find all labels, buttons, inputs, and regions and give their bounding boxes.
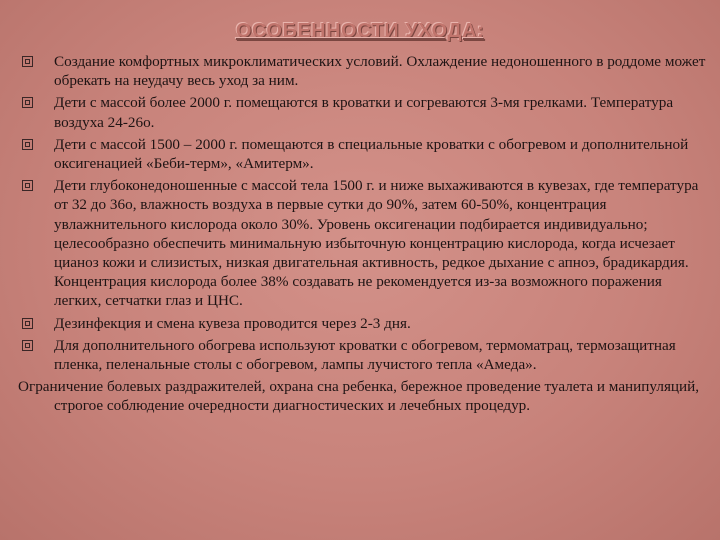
list-item: [18, 135, 708, 173]
slide-content: [18, 52, 708, 416]
list-item: [18, 93, 708, 131]
square-bullet-icon: [22, 56, 33, 67]
bullet-text: Дети с массой более 2000 г. помещаются в кроватки и согреваются 3-мя грелками. Температура воздуха 24-26о.: [54, 94, 674, 131]
closing-paragraph: Ограничение болевых раздражителей, охрана сна ребенка, бережное проведение туалета и манипуляций, строгое соблюдение очередности диагностических и лечебных процедур.: [18, 378, 700, 415]
square-bullet-icon: [22, 340, 33, 351]
bullet-text: Создание комфортных микроклиматических условий. Охлаждение недоношенного в роддоме может обрекать на неудачу весь уход за ним.: [54, 53, 706, 90]
list-item: [18, 176, 708, 310]
square-bullet-icon: [22, 97, 33, 108]
list-item: [18, 52, 708, 90]
bullet-text: Дезинфекция и смена кувеза проводится через 2-3 дня.: [54, 314, 411, 332]
square-bullet-icon: [22, 180, 33, 191]
bullet-text: Для дополнительного обогрева используют кроватки с обогревом, термоматрац, термозащитная пленка, пеленальные столы с обогревом, лампы лучистого тепла «Амеда».: [54, 336, 676, 374]
bullet-text: Дети с массой 1500 – 2000 г. помещаются в специальные кроватки с обогревом и дополнительной оксигенацией «Беби-терм», «Амитерм».: [54, 135, 689, 173]
bullet-text: Дети глубоконедоношенные с массой тела 1500 г. и ниже выхаживаются в кувезах, где температура от 32 до 36о, влажность воздуха в первые сутки до 90%, затем 60-50%, концентрация увлажнительного кислорода около 30%. Уровень оксигенации подбирается индивидуально; целесообразно обеспечить минимальную избыточную концентрацию кислорода, когда исчезает цианоз кожи и слизистых, низкая двигательная активность, редкое дыхание с апноэ, брадикардия. Концентрация кислорода более 38% создавать не рекомендуется из-за возможного поражения легких, сетчатки глаз и ЦНС.: [54, 177, 699, 310]
square-bullet-icon: [22, 318, 33, 329]
slide-title: ОСОБЕННОСТИ УХОДА:: [235, 20, 485, 42]
bullet-list: [18, 52, 708, 374]
square-bullet-icon: [22, 139, 33, 150]
list-item: [18, 336, 708, 374]
list-item: [18, 314, 708, 333]
